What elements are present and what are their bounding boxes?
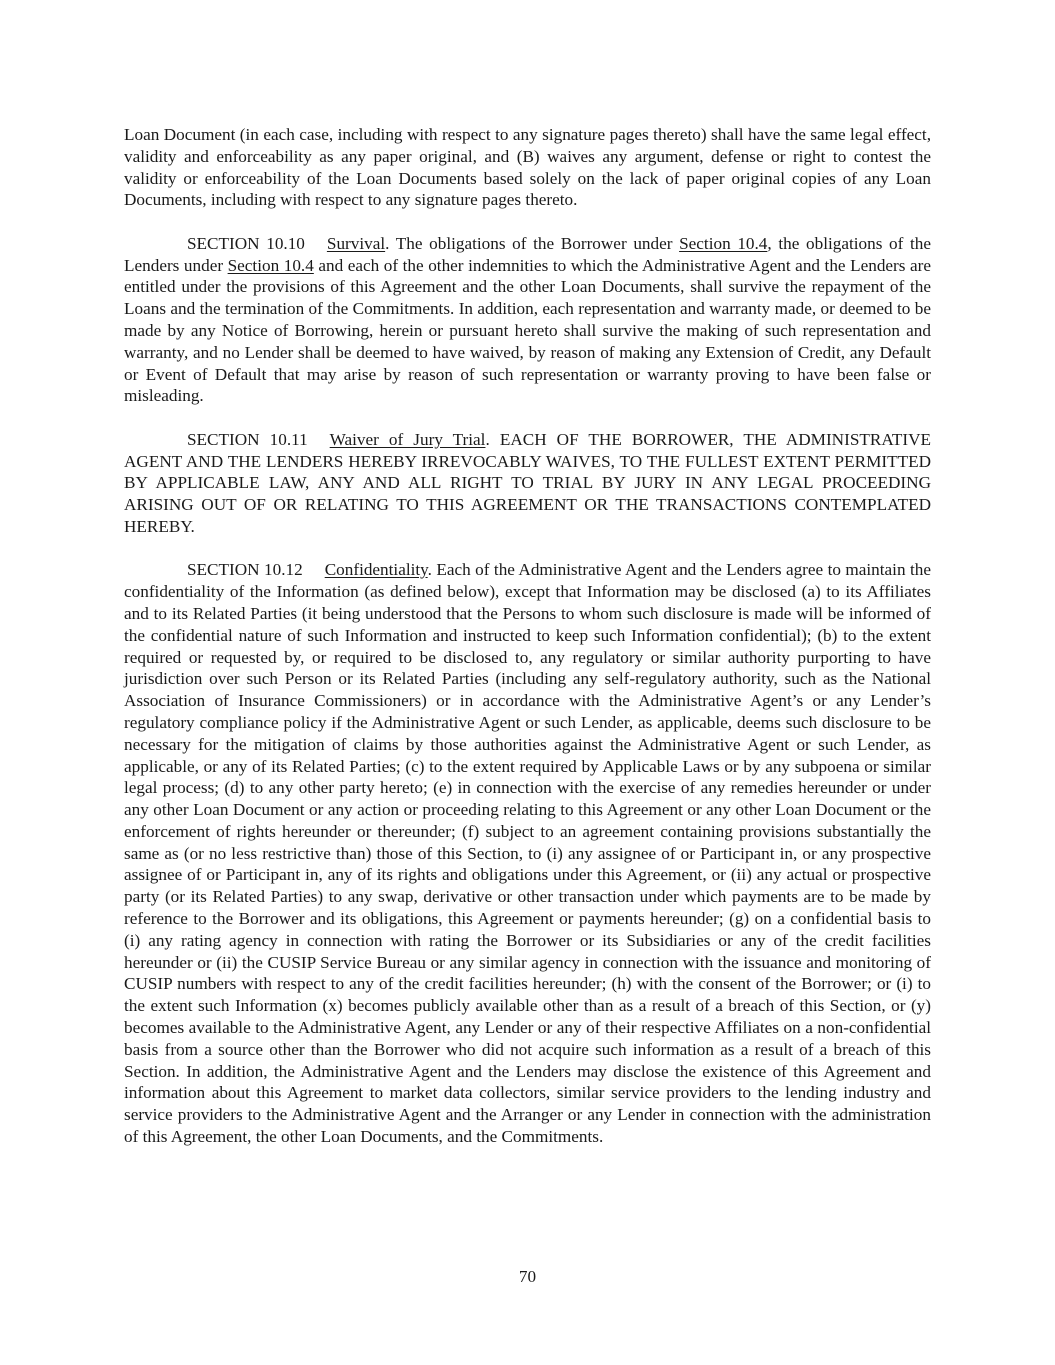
section-10-10-survival [124, 233, 931, 407]
section-heading: Survival [326, 233, 386, 253]
section-body-text: . EACH OF THE BORROWER, THE ADMINISTRATIVE AGENT AND THE LENDERS HEREBY IRREVOCABLY WAIVES, TO THE FULLEST EXTENT PERMITTED BY APPLICABLE LAW, ANY AND ALL RIGHT TO TRIAL BY JURY IN ANY LEGAL PROCEEDING ARISING OUT OF OR RELATING TO THIS AGREEMENT OR THE TRANSACTIONS CONTEMPLATED HEREBY. [124, 429, 931, 536]
section-10-11-waiver-of-jury-trial [124, 429, 931, 538]
section-cross-reference: Section 10.4 [227, 255, 314, 275]
section-number: SECTION 10.10 [187, 233, 305, 253]
document-page [124, 124, 931, 1169]
section-body-text: . The obligations of the Borrower under [385, 233, 680, 253]
section-number: SECTION 10.11 [187, 429, 308, 449]
section-heading: Confidentiality [324, 560, 428, 580]
section-body-text: . Each of the Administrative Agent and the Lenders agree to maintain the confidentiality of the Information (as defined below), except that Information may be disclosed (a) to its Affiliates and to its Related Parties (it being understood that the Persons to whom such disclosure is made will be informed of the confidential nature of such Information and instructed to keep such Information confidential); (b) to the extent required or requested by, or required to be disclosed to, any regulatory or similar authority purporting to have jurisdiction over such Person or its Related Parties (including any self-regulatory authority, such as the National Association of Insurance Commissioners) or in accordance with the Administrative Agent’s or any Lender’s regulatory compliance policy if the Administrative Agent or such Lender, as applicable, deems such disclosure to be necessary for the mitigation of claims by those authorities against the Administrative Agent or such Lender, as applicable, or any of its Related Parties; (c) to the extent required by Applicable Laws or by any subpoena or similar legal process; (d) to any other party hereto; (e) in connection with the exercise of any remedies hereunder or under any other Loan Document or any action or proceeding relating to this Agreement or any other Loan Document or the enforcement of rights hereunder or thereunder; (f) subject to an agreement containing provisions substantially the same as (or no less restrictive than) those of this Section, to (i) any assignee of or Participant in, or any prospective assignee of or Participant in, any of its rights and obligations under this Agreement, or (ii) any actual or prospective party (or its Related Parties) to any swap, derivative or other transaction under which payments are to be made by reference to the Borrower and its obligations, this Agreement or payments hereunder; (g) on a confidential basis to (i) any rating agency in connection with rating the Borrower or its Subsidiaries or any of the credit facilities hereunder or (ii) the CUSIP Service Bureau or any similar agency in connection with the issuance and monitoring of CUSIP numbers with respect to any of the credit facilities hereunder; (h) with the consent of the Borrower; or (i) to the extent such Information (x) becomes publicly available other than as a result of a breach of this Section, or (y) becomes available to the Administrative Agent, any Lender or any of their respective Affiliates on a non-confidential basis from a source other than the Borrower who did not acquire such information as a result of a breach of this Section. In addition, the Administrative Agent and the Lenders may disclose the existence of this Agreement and information about this Agreement to market data collectors, similar service providers to the lending industry and service providers to the Administrative Agent and the Arranger or any Lender in connection with the administration of this Agreement, the other Loan Documents, and the Commitments. [124, 560, 931, 1147]
continuation-paragraph: Loan Document (in each case, including with respect to any signature pages thereto) shall have the same legal effect, validity and enforceability as any paper original, and (B) waives any argument, defense or right to contest the validity or enforceability of the Loan Documents based solely on the lack of paper original copies of any Loan Documents, including with respect to any signature pages thereto. [124, 125, 931, 210]
section-cross-reference: Section 10.4 [679, 233, 768, 253]
section-heading: Waiver of Jury Trial [329, 429, 486, 449]
section-body-text: , the obligations of the Lenders under [124, 233, 932, 275]
section-number: SECTION 10.12 [187, 560, 303, 580]
section-body-text: and each of the other indemnities to which the Administrative Agent and the Lenders are entitled under the provisions of this Agreement and the other Loan Documents, shall survive the repayment of the Loans and the termination of the Commitments. In addition, each representation and warranty made, or deemed to be made by any Notice of Borrowing, herein or pursuant hereto shall survive the making of such representation and warranty, and no Lender shall be deemed to have waived, by reason of making any Extension of Credit, any Default or Event of Default that may arise by reason of such representation or warranty proving to have been false or misleading. [124, 255, 932, 406]
page-number: 70 [518, 1267, 537, 1286]
section-10-12-confidentiality [124, 559, 931, 1148]
